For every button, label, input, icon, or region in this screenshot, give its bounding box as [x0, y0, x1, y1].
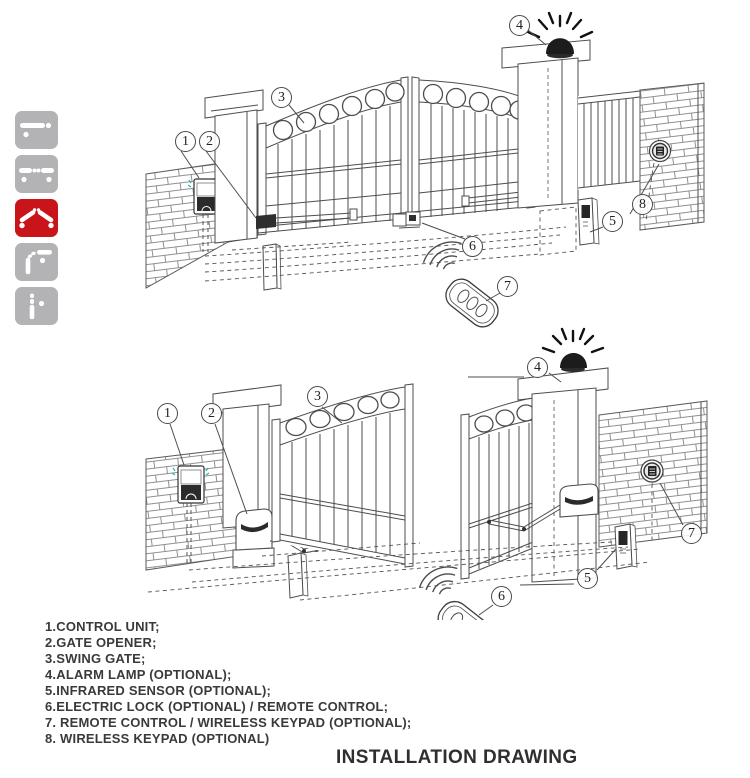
callout-bottom-4: 4 [527, 357, 548, 378]
infrared-sensor-right [578, 198, 599, 245]
legend-line: 8. WIRELESS KEYPAD (OPTIONAL) [45, 731, 270, 746]
infrared-sensor-right [615, 524, 637, 569]
callout-bottom-5: 5 [577, 568, 598, 589]
callout-top-5: 5 [602, 211, 623, 232]
alarm-lamp [543, 329, 603, 372]
infrared-sensor-left-post [288, 553, 308, 598]
page-title: INSTALLATION DRAWING [336, 747, 578, 768]
legend [45, 619, 411, 747]
callout-bottom-6: 6 [491, 586, 512, 607]
legend-line: 4.ALARM LAMP (OPTIONAL); [45, 667, 232, 682]
left-pillar [213, 385, 281, 528]
diagram-top [146, 13, 704, 332]
diagram-bottom [146, 329, 707, 620]
callout-bottom-2: 2 [201, 403, 222, 424]
wireless-keypad [641, 460, 663, 482]
legend-line: 1.CONTROL UNIT; [45, 619, 160, 634]
lamp-rays [543, 329, 603, 352]
swing-gate-leaf-left-open [272, 384, 413, 567]
callout-bottom-7: 7 [681, 523, 702, 544]
side-fence-panel [578, 89, 640, 190]
lamp-rays [528, 13, 592, 37]
legend-line: 2.GATE OPENER; [45, 635, 157, 650]
callout-top-6: 6 [462, 236, 483, 257]
swing-gate-closed [258, 77, 535, 235]
callout-bottom-1: 1 [157, 403, 178, 424]
infrared-sensor-left-post [263, 244, 281, 290]
legend-line: 7. REMOTE CONTROL / WIRELESS KEYPAD (OPTIONAL); [45, 715, 412, 730]
legend-line: 3.SWING GATE; [45, 651, 146, 666]
wireless-keypad [650, 141, 671, 162]
electric-lock [393, 212, 420, 228]
callout-top-1: 1 [175, 131, 196, 152]
radio-waves [423, 234, 461, 272]
callout-bottom-3: 3 [307, 386, 328, 407]
callout-top-3: 3 [271, 87, 292, 108]
callout-top-7: 7 [497, 276, 518, 297]
callout-top-2: 2 [199, 131, 220, 152]
right-pillar [518, 368, 608, 582]
radio-waves [419, 559, 457, 597]
callout-top-4: 4 [509, 15, 530, 36]
legend-line: 6.ELECTRIC LOCK (OPTIONAL) / REMOTE CONTROL; [45, 699, 389, 714]
callout-top-8: 8 [632, 194, 653, 215]
legend-line: 5.INFRARED SENSOR (OPTIONAL); [45, 683, 272, 698]
